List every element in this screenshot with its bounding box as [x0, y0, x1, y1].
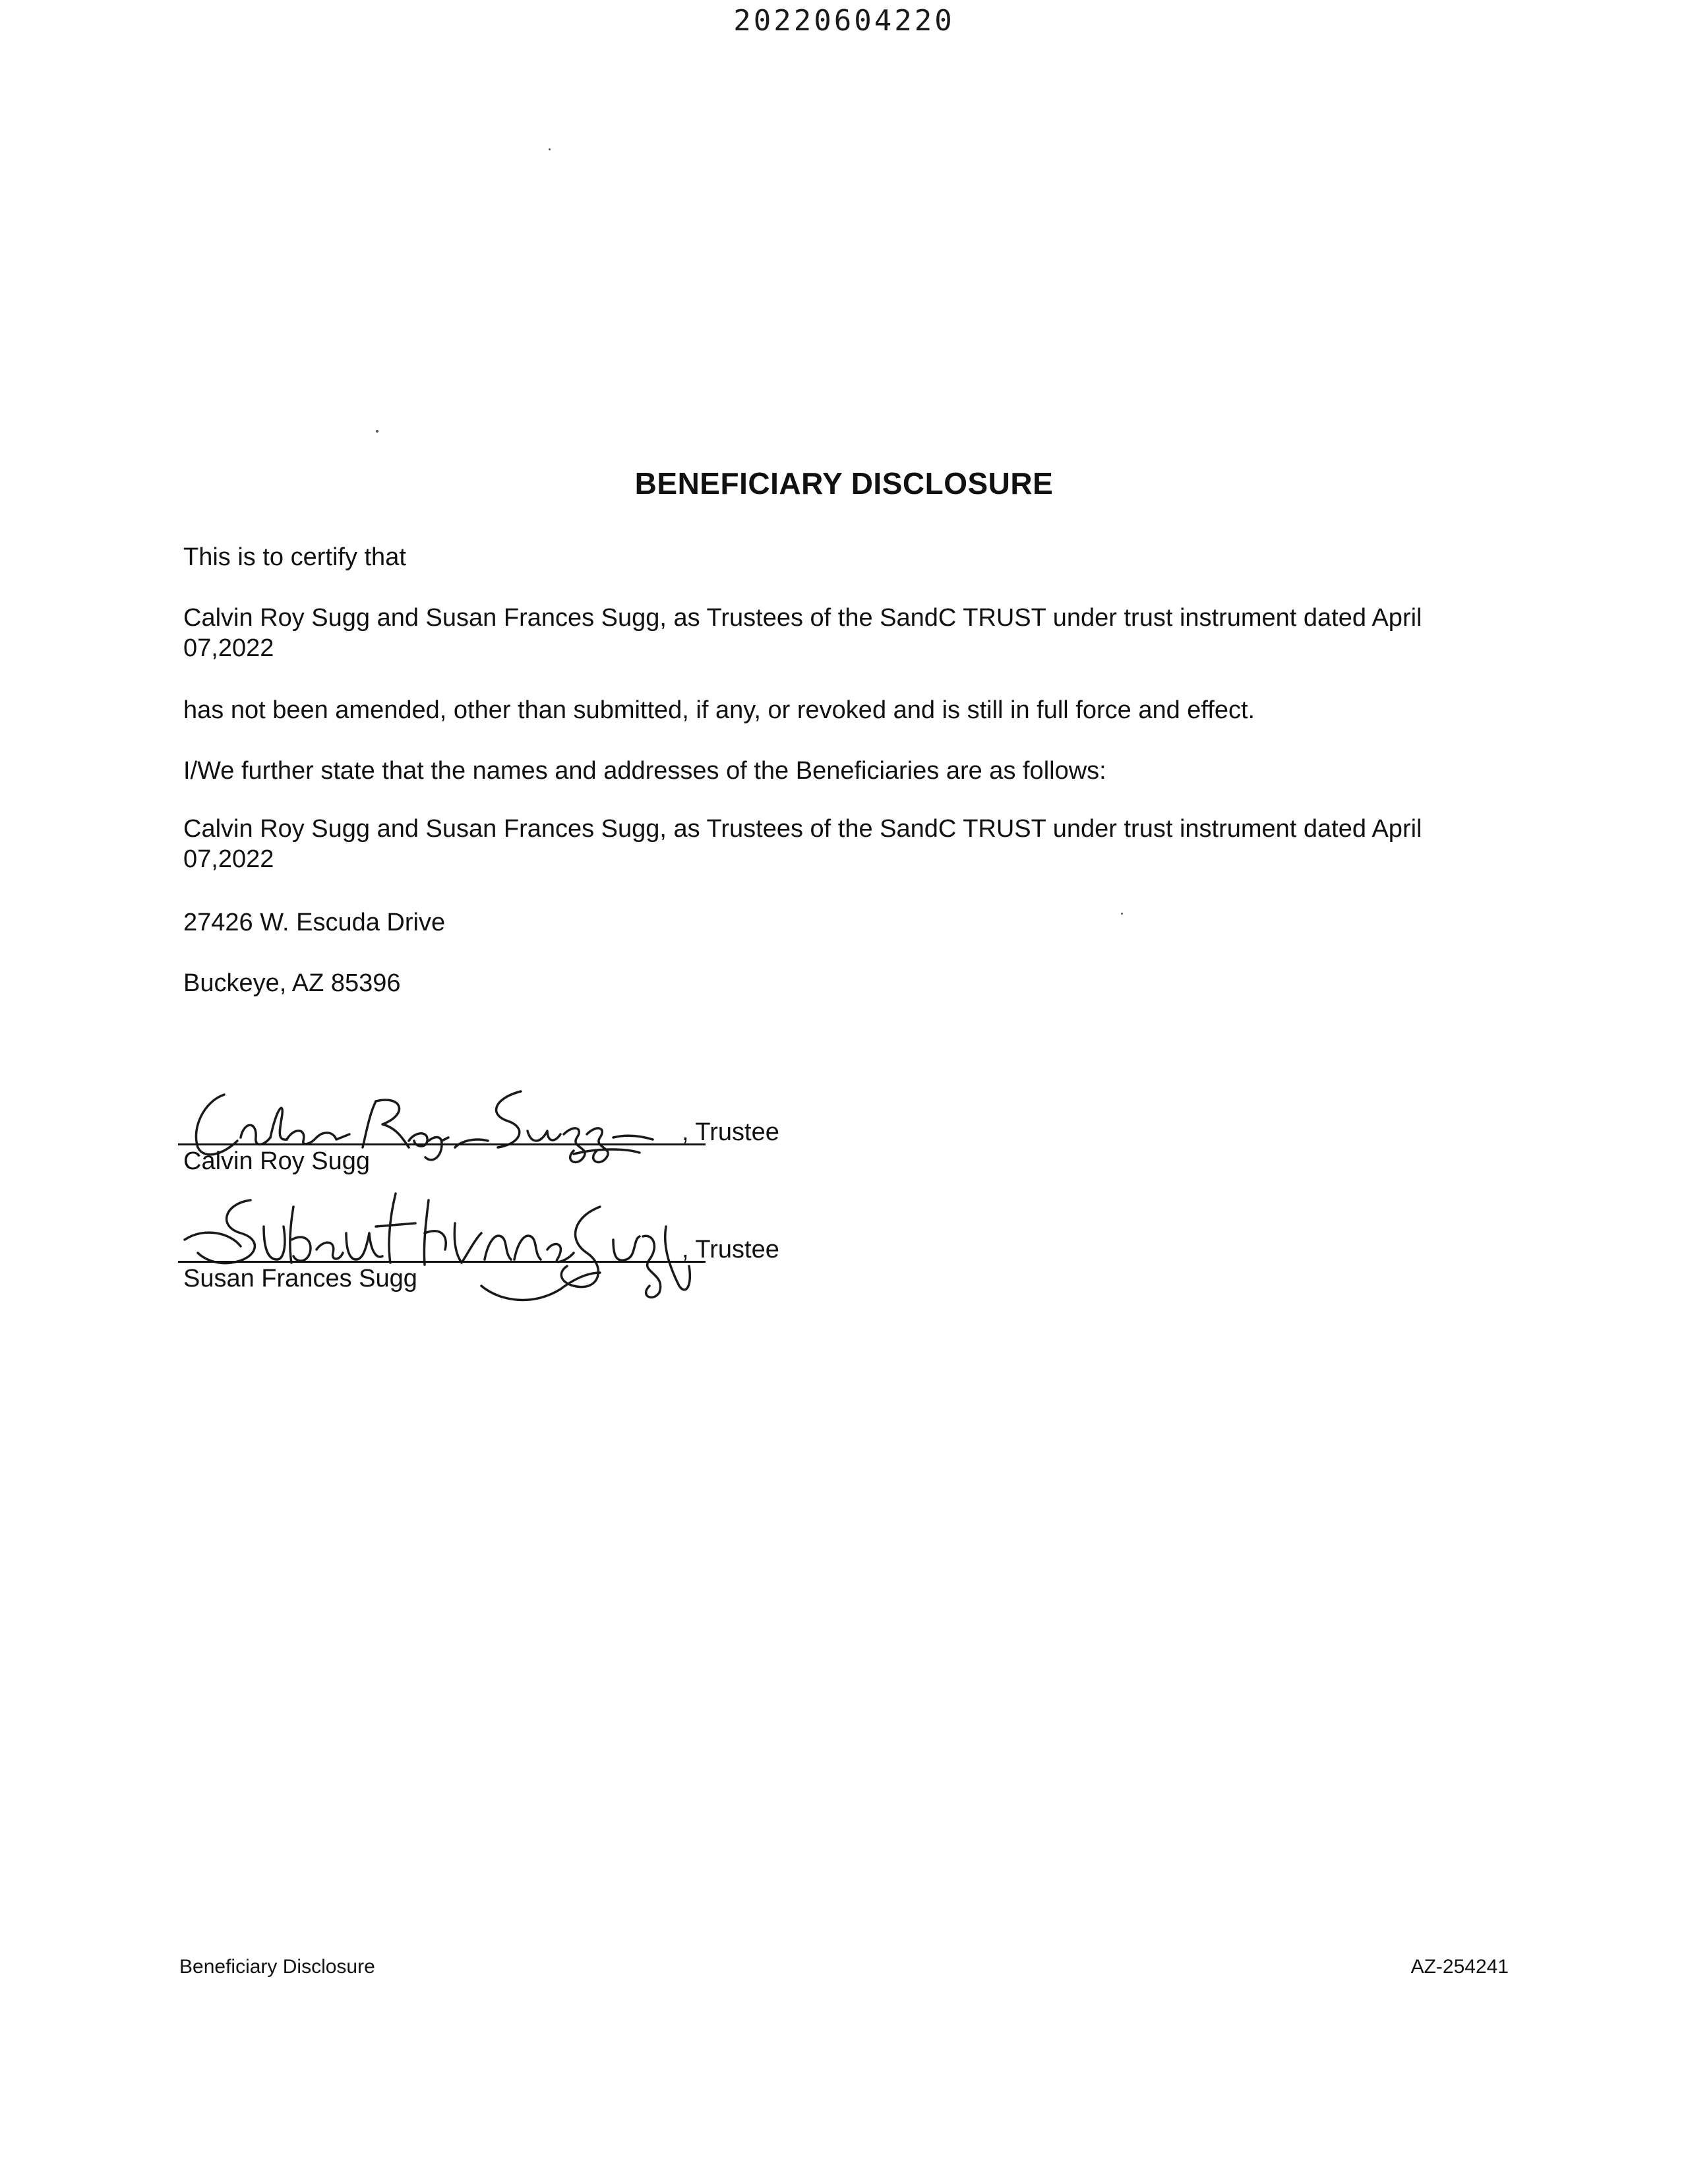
- address-city: Buckeye, AZ 85396: [183, 969, 401, 997]
- scan-speck: [376, 430, 378, 433]
- status-statement: has not been amended, other than submitted, if any, or revoked and is still in full force and effect.: [183, 696, 1255, 724]
- scan-speck: [549, 148, 551, 150]
- signer-name: Susan Frances Sugg: [183, 1265, 417, 1292]
- trust-statement: Calvin Roy Sugg and Susan Frances Sugg, as Trustees of the SandC TRUST under trust instrument dated April 07,2022: [183, 604, 1422, 662]
- address-street: 27426 W. Escuda Drive: [183, 909, 446, 936]
- footer-document-label: Beneficiary Disclosure: [179, 1956, 375, 1978]
- footer-reference-number: AZ-254241: [1410, 1956, 1509, 1978]
- signature-line: [178, 1261, 706, 1263]
- signer-name: Calvin Roy Sugg: [183, 1147, 371, 1175]
- signature-line: [178, 1143, 706, 1145]
- trustee-title: , Trustee: [682, 1236, 779, 1263]
- signature-block-2: [178, 1187, 804, 1306]
- trustee-title: , Trustee: [682, 1118, 779, 1146]
- beneficiary-statement: Calvin Roy Sugg and Susan Frances Sugg, as Trustees of the SandC TRUST under trust instrument dated April 07,2022: [183, 815, 1422, 873]
- page-title: BENEFICIARY DISCLOSURE: [634, 466, 1054, 501]
- certify-intro: This is to certify that: [183, 543, 406, 571]
- beneficiaries-intro: I/We further state that the names and addresses of the Beneficiaries are as follows:: [183, 757, 1106, 785]
- recording-number: 20220604220: [733, 4, 955, 38]
- signature-block-1: [178, 1075, 804, 1180]
